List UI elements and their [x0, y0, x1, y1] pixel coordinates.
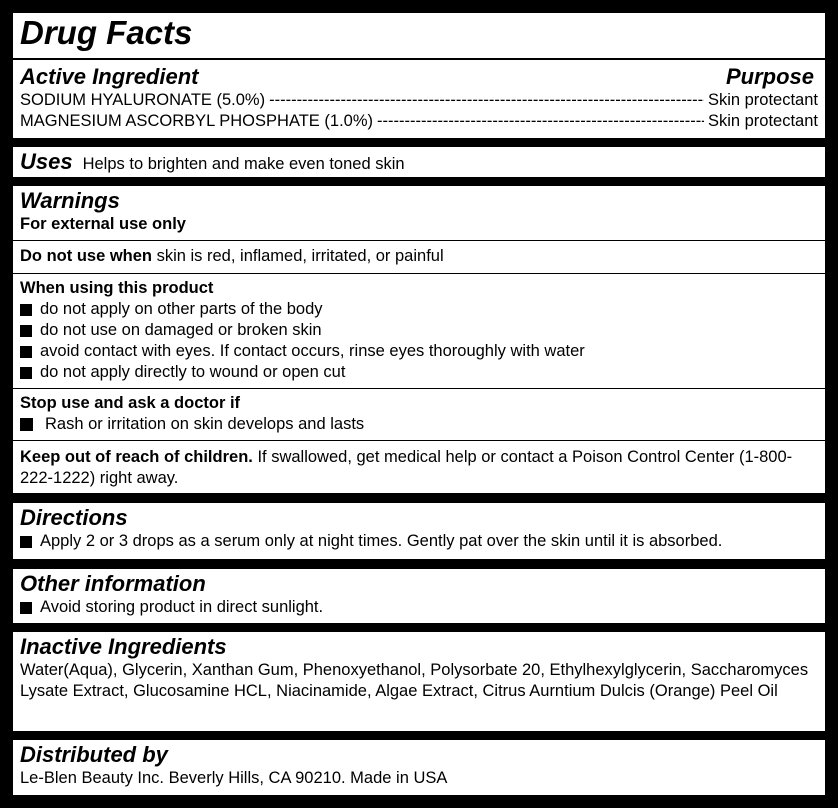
active-ingredient-row: [20, 111, 818, 132]
ingredient-name: MAGNESIUM ASCORBYL PHOSPHATE (1.0%): [20, 112, 373, 130]
ingredient-purpose: Skin protectant: [707, 112, 818, 130]
distributed-panel: [13, 740, 825, 795]
keep-out-label: Keep out of reach of children.: [20, 448, 253, 466]
directions-heading: Directions: [20, 505, 128, 530]
bullet-square-icon: [20, 418, 33, 431]
when-using-heading: When using this product: [20, 279, 214, 297]
uses-heading: Uses: [20, 149, 73, 174]
keep-out-text: [20, 441, 818, 489]
list-item: Rash or irritation on skin develops and lasts: [20, 414, 818, 440]
other-info-heading: Other information: [20, 571, 206, 596]
bullet-square-icon: [20, 536, 32, 548]
page-title: Drug Facts: [20, 14, 193, 51]
bullet-square-icon: [20, 346, 32, 358]
bullet-square-icon: [20, 367, 32, 379]
active-header-row: [20, 64, 818, 90]
keep-out-instructions: If swallowed, get medical help or contact a Poison Control Center (1-800-222-1222) right away.: [20, 448, 793, 487]
do-not-use-label: Do not use when: [20, 247, 152, 265]
divider: [13, 58, 825, 60]
uses-text: Helps to brighten and make even toned skin: [82, 155, 405, 173]
inactive-panel: [13, 632, 825, 731]
uses-panel: [13, 147, 825, 177]
list-item: avoid contact with eyes. If contact occurs, rinse eyes thoroughly with water: [20, 341, 818, 362]
do-not-use-text: [20, 241, 818, 273]
distributed-heading: Distributed by: [20, 742, 168, 767]
other-info-panel: [13, 569, 825, 623]
leader-dashes: [269, 90, 704, 111]
inactive-heading: Inactive Ingredients: [20, 634, 227, 659]
title-active-panel: [13, 13, 825, 138]
distributor-text: Le-Blen Beauty Inc. Beverly Hills, CA 90210. Made in USA: [20, 769, 448, 787]
external-use-text: For external use only: [20, 215, 186, 233]
do-not-use-condition: skin is red, inflamed, irritated, or painful: [152, 247, 444, 265]
directions-panel: [13, 503, 825, 559]
list-item: do not use on damaged or broken skin: [20, 320, 818, 341]
active-ingredient-row: [20, 90, 818, 111]
warnings-panel: [13, 186, 825, 493]
stop-use-heading: Stop use and ask a doctor if: [20, 394, 241, 412]
list-item: Avoid storing product in direct sunlight.: [20, 597, 818, 618]
warnings-heading: Warnings: [20, 188, 120, 213]
ingredient-name: SODIUM HYALURONATE (5.0%): [20, 91, 266, 109]
bullet-square-icon: [20, 304, 32, 316]
list-item: do not apply directly to wound or open cut: [20, 362, 818, 388]
purpose-heading: Purpose: [725, 64, 814, 89]
inactive-ingredients-text: Water(Aqua), Glycerin, Xanthan Gum, Phenoxyethanol, Polysorbate 20, Ethylhexylglycerin, Saccharomyces Lysate Extract, Glucosamine HCL, Niacinamide, Algae Extract, Citrus Aurntium Dulcis (Orange) Peel Oil: [20, 661, 809, 700]
active-ingredient-heading: Active Ingredient: [20, 64, 199, 89]
bullet-square-icon: [20, 325, 32, 337]
ingredient-purpose: Skin protectant: [707, 91, 818, 109]
list-item: Apply 2 or 3 drops as a serum only at night times. Gently pat over the skin until it is absorbed.: [20, 531, 818, 552]
leader-dashes: [377, 111, 704, 132]
bullet-square-icon: [20, 602, 32, 614]
list-item: do not apply on other parts of the body: [20, 299, 818, 320]
